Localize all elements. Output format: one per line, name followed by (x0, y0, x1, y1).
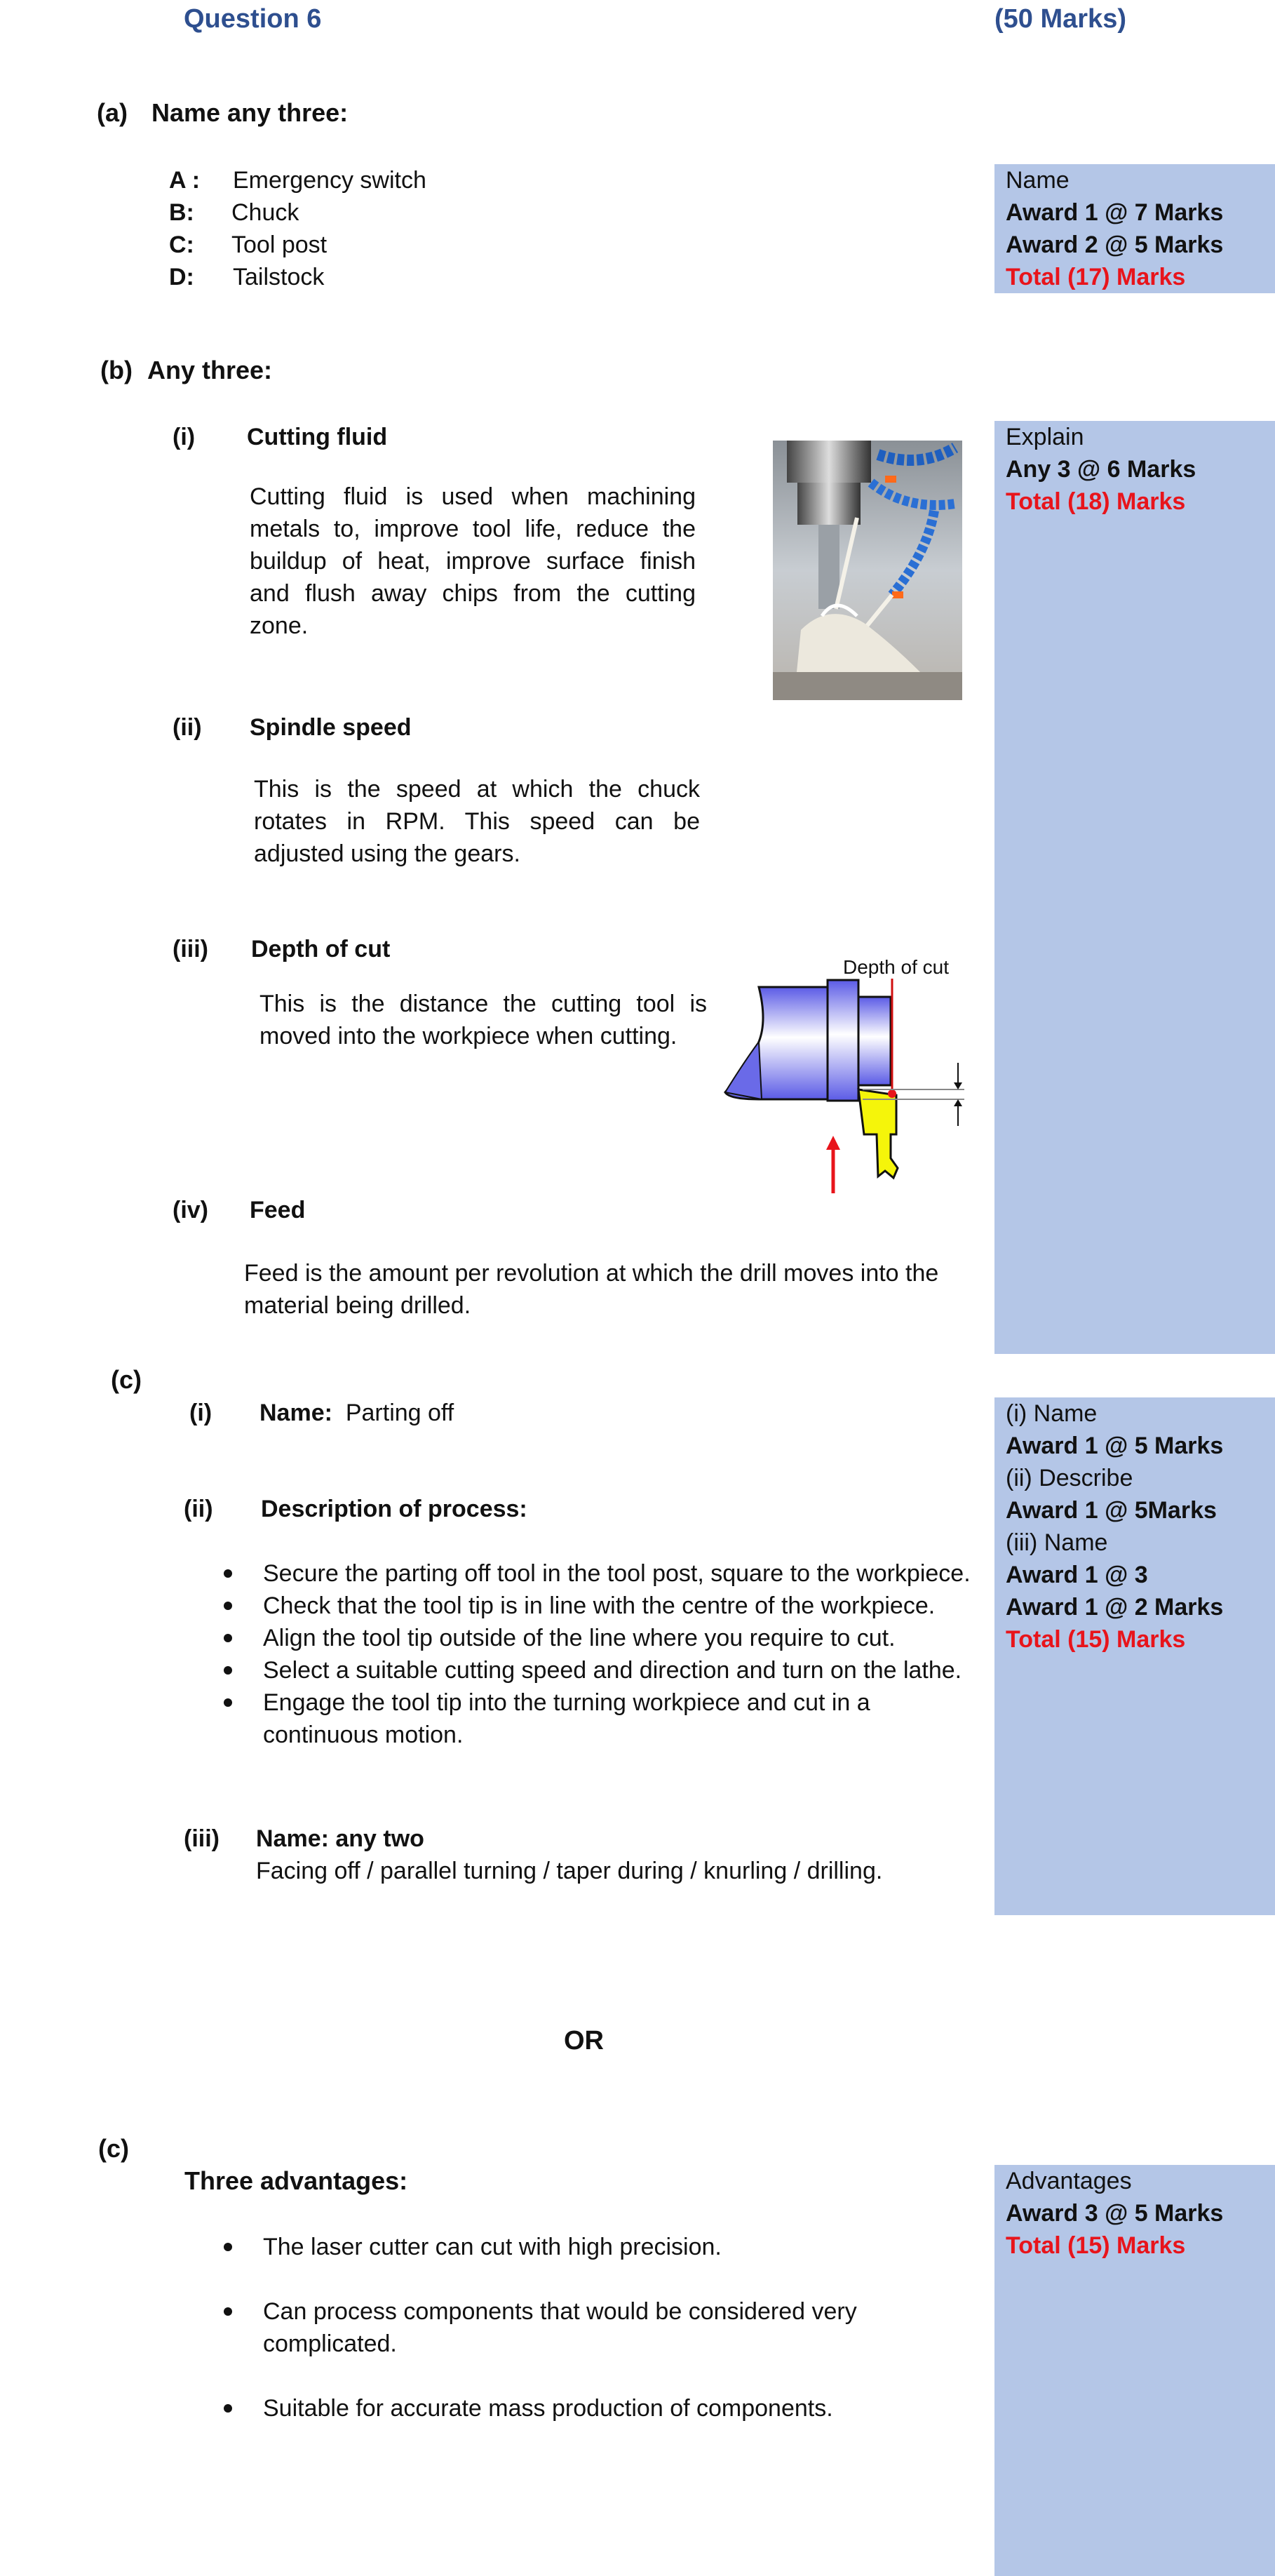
part-c-i-line (259, 1397, 454, 1429)
part-c-iii-num: (iii) (184, 1825, 220, 1852)
depth-of-cut-label: Depth of cut (843, 956, 949, 978)
part-a-marking-line2: Award 1 @ 7 Marks (1006, 199, 1224, 226)
question-title: Question 6 (184, 4, 322, 34)
part-a-label: (a) (97, 98, 128, 127)
list-item (263, 1622, 985, 1654)
part-b-i-text: Cutting fluid is used when machining metals to, improve tool life, reduce the buildup of heat, improve surface finish and flush away chips from the cutting zone. (250, 483, 696, 639)
part-c-marking-panel (994, 1397, 1275, 1915)
part-c-alt-marking-panel (994, 2165, 1275, 2576)
advantage-1: The laser cutter can cut with high precision. (263, 2234, 722, 2260)
part-c-step-1: Secure the parting off tool in the tool post, square to the workpiece. (263, 1560, 971, 1587)
part-b-heading: Any three: (147, 356, 273, 384)
part-a-marking-line3: Award 2 @ 5 Marks (1006, 232, 1224, 258)
part-c-ii-num: (ii) (184, 1496, 213, 1522)
part-c-iii-title: Name: any two (256, 1825, 424, 1852)
part-a-value-d: Tailstock (233, 264, 325, 290)
part-c-marking-l6: Award 1 @ 3 (1006, 1562, 1148, 1588)
part-c-alt-marking-line2: Award 3 @ 5 Marks (1006, 2200, 1224, 2227)
advantage-2: Can process components that would be considered very complicated. (263, 2298, 857, 2357)
part-a-key-d: D: (169, 264, 194, 290)
part-b-marking-line2: Any 3 @ 6 Marks (1006, 456, 1196, 483)
part-b-iii-num: (iii) (173, 936, 208, 962)
part-b-ii-title: Spindle speed (250, 714, 412, 741)
part-c-i-label: Name: (259, 1400, 332, 1426)
total-marks: (50 Marks) (994, 4, 1126, 34)
part-b-iv-title: Feed (250, 1197, 306, 1223)
list-item (263, 2295, 964, 2360)
part-c-alt-list (263, 2231, 964, 2424)
part-c-alt-heading: Three advantages: (184, 2166, 408, 2195)
list-item (263, 2392, 964, 2424)
advantage-3: Suitable for accurate mass production of components. (263, 2395, 833, 2422)
cutting-fluid-photo (773, 441, 962, 700)
part-c-iii-text: Facing off / parallel turning / taper during / knurling / drilling. (256, 1858, 883, 1884)
part-b-iv-text: Feed is the amount per revolution at which the drill moves into the material being drilled. (244, 1260, 939, 1319)
part-a-marking-total: Total (17) Marks (1006, 264, 1186, 290)
part-a-value-b: Chuck (231, 199, 299, 226)
part-c-marking-l3: (ii) Describe (1006, 1465, 1133, 1491)
part-b-marking-total: Total (18) Marks (1006, 488, 1186, 515)
list-item (263, 1686, 985, 1751)
list-item (263, 1654, 985, 1686)
part-c-ii-title: Description of process: (261, 1496, 527, 1522)
list-item (263, 1590, 985, 1622)
part-c-step-5: Engage the tool tip into the turning workpiece and cut in a continuous motion. (263, 1689, 870, 1748)
part-a-key-a: A : (169, 167, 201, 194)
part-a-value-c: Tool post (231, 232, 328, 258)
part-c-i-num: (i) (189, 1400, 212, 1426)
part-c-marking-l7: Award 1 @ 2 Marks (1006, 1594, 1224, 1621)
part-c-label: (c) (111, 1365, 142, 1394)
part-a-key-c: C: (169, 232, 194, 258)
part-c-alt-marking-total: Total (15) Marks (1006, 2232, 1186, 2259)
part-b-i-title: Cutting fluid (247, 424, 388, 450)
part-a-value-a: Emergency switch (233, 167, 426, 194)
part-c-alt-label: (c) (98, 2134, 129, 2163)
part-a-marking-panel (994, 164, 1275, 293)
part-c-step-2: Check that the tool tip is in line with the centre of the workpiece. (263, 1592, 936, 1619)
part-c-marking-l4: Award 1 @ 5Marks (1006, 1497, 1217, 1524)
part-a-key-b: B: (169, 199, 194, 226)
part-c-step-4: Select a suitable cutting speed and direction and turn on the lathe. (263, 1657, 962, 1684)
part-b-i-num: (i) (173, 424, 196, 450)
part-c-marking-total: Total (15) Marks (1006, 1626, 1186, 1653)
part-b-marking-line1: Explain (1006, 424, 1084, 450)
part-a-marking-line1: Name (1006, 167, 1070, 194)
part-c-marking-l5: (iii) Name (1006, 1529, 1108, 1556)
part-b-marking-panel (994, 421, 1275, 1354)
list-item (263, 2231, 964, 2263)
part-c-step-3: Align the tool tip outside of the line where you require to cut. (263, 1625, 896, 1651)
part-b-iv-num: (iv) (173, 1197, 208, 1223)
or-divider: OR (564, 2026, 604, 2055)
part-b-label: (b) (100, 356, 133, 384)
part-c-alt-marking-line1: Advantages (1006, 2168, 1132, 2194)
part-c-steps-list (263, 1557, 985, 1751)
part-b-iii-title: Depth of cut (251, 936, 391, 962)
part-c-marking-l2: Award 1 @ 5 Marks (1006, 1433, 1224, 1459)
part-b-ii-text: This is the speed at which the chuck rotates in RPM. This speed can be adjusted using the gears. (254, 776, 700, 867)
part-b-ii-num: (ii) (173, 714, 202, 741)
part-a-heading: Name any three: (151, 98, 349, 127)
list-item (263, 1557, 985, 1590)
part-c-marking-l1: (i) Name (1006, 1400, 1098, 1427)
part-c-i-value: Parting off (345, 1400, 454, 1426)
part-b-iii-text: This is the distance the cutting tool is moved into the workpiece when cutting. (259, 991, 707, 1049)
depth-of-cut-diagram (722, 979, 975, 1196)
